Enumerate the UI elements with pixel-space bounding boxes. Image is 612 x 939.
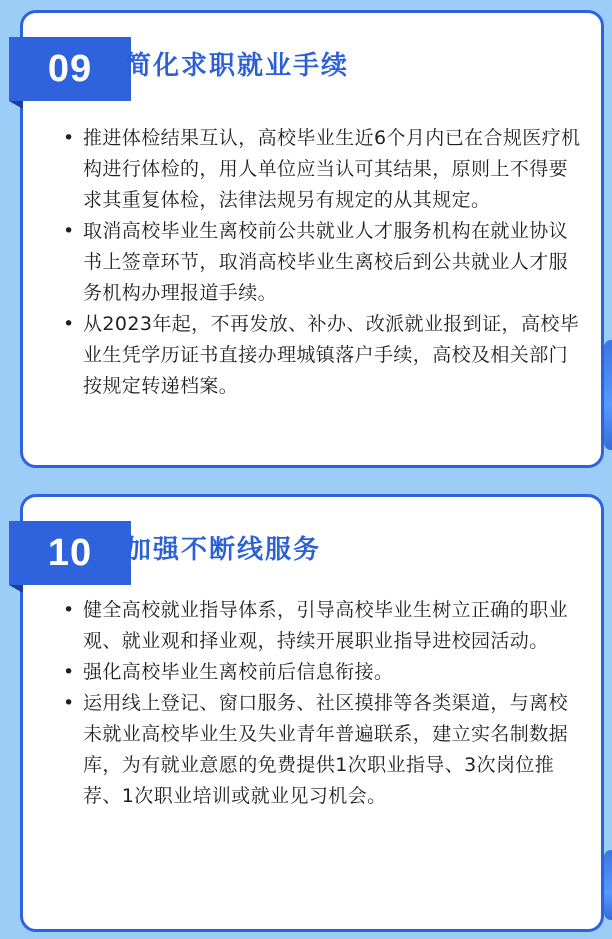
bullet-item: • 推进体检结果互认，高校毕业生近6个月内已在合规医疗机构进行体检的，用人单位应当认可其结果，原则上不得要求其重复体检，法律法规另有规定的从其规定。 xyxy=(63,123,583,216)
bullet-list xyxy=(63,595,583,812)
section-number-badge: 10 xyxy=(9,521,131,585)
bullet-item: • 从2023年起，不再发放、补办、改派就业报到证，高校毕业生凭学历证书直接办理城镇落户手续，高校及相关部门按规定转递档案。 xyxy=(63,309,583,402)
side-decoration xyxy=(604,340,612,450)
bullet-item: • 健全高校就业指导体系，引导高校毕业生树立正确的职业观、就业观和择业观，持续开展职业指导进校园活动。 xyxy=(63,595,583,657)
bullet-item: • 强化高校毕业生离校前后信息衔接。 xyxy=(63,657,583,688)
section-card-10 xyxy=(20,494,604,932)
bullet-item: • 取消高校毕业生离校前公共就业人才服务机构在就业协议书上签章环节，取消高校毕业生离校后到公共就业人才服务机构办理报道手续。 xyxy=(63,216,583,309)
section-title: 加强不断线服务 xyxy=(125,535,322,565)
section-card-09 xyxy=(20,10,604,468)
bullet-list xyxy=(63,123,583,402)
side-decoration xyxy=(604,850,612,920)
bullet-item: • 运用线上登记、窗口服务、社区摸排等各类渠道，与离校未就业高校毕业生及失业青年普遍联系，建立实名制数据库，为有就业意愿的免费提供1次职业指导、3次岗位推荐、1次职业培训或就业见习机会。 xyxy=(63,688,583,812)
section-title: 简化求职就业手续 xyxy=(125,51,350,81)
section-number-badge: 09 xyxy=(9,37,131,101)
